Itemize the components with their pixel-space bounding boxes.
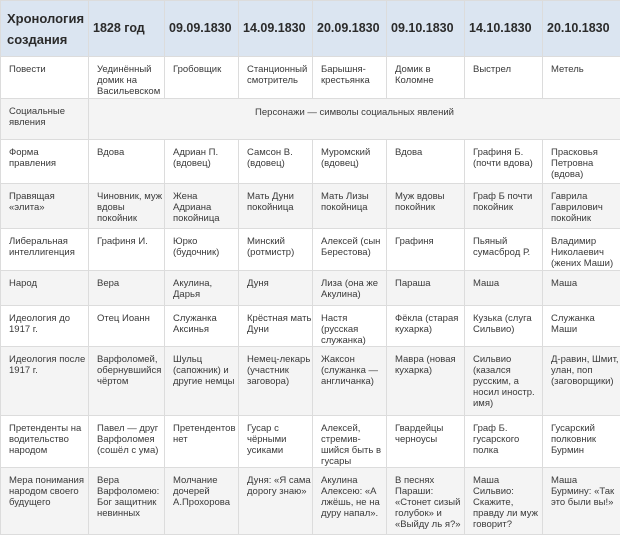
table-cell: Гаврила Гаврилович покойник bbox=[543, 184, 620, 229]
header-cell: 14.10.1830 bbox=[465, 1, 543, 57]
table-cell: Мать Дуни покойница bbox=[239, 184, 313, 229]
table-cell: Акулина, Дарья bbox=[165, 271, 239, 306]
table-cell: Уединённый домик на Васильевском bbox=[89, 57, 165, 99]
table-cell: Д-равин, Шмит, улан, поп (заговорщики) bbox=[543, 347, 620, 416]
table-cell: Чиновник, муж вдовы покойник bbox=[89, 184, 165, 229]
table-cell: Граф Б. гусарского полка bbox=[465, 416, 543, 468]
header-cell: 20.10.1830 bbox=[543, 1, 620, 57]
table-row bbox=[1, 416, 620, 468]
table-cell: Маша bbox=[465, 271, 543, 306]
row-label: Народ bbox=[1, 271, 89, 306]
table-row bbox=[1, 57, 620, 99]
table-cell: Маша Бурмину: «Так это были вы!» bbox=[543, 468, 620, 535]
table-cell: Настя (русская служанка) bbox=[313, 306, 387, 347]
table-cell: Алексей, стремив-шийся быть в гусары bbox=[313, 416, 387, 468]
table-cell: Гробовщик bbox=[165, 57, 239, 99]
table-cell: Претендентов нет bbox=[165, 416, 239, 468]
table-cell: Немец-лекарь (участник заговора) bbox=[239, 347, 313, 416]
table-cell: Самсон В. (вдовец) bbox=[239, 140, 313, 184]
table-cell: Служанка Маши bbox=[543, 306, 620, 347]
header-row bbox=[1, 1, 620, 57]
table-cell: Кузька (слуга Сильвио) bbox=[465, 306, 543, 347]
table-row bbox=[1, 99, 620, 140]
row-label: Идеология после 1917 г. bbox=[1, 347, 89, 416]
table-cell: Прасковья Петровна (вдова) bbox=[543, 140, 620, 184]
table-cell: Пьяный сумасброд Р. bbox=[465, 229, 543, 271]
table-cell: Дуня bbox=[239, 271, 313, 306]
table-cell: Крёстная мать Дуни bbox=[239, 306, 313, 347]
table-cell: Выстрел bbox=[465, 57, 543, 99]
table-cell: Маша Сильвио: Скажите, правду ли муж говорит? bbox=[465, 468, 543, 535]
table-cell: Графиня bbox=[387, 229, 465, 271]
table-cell: Станционный смотритель bbox=[239, 57, 313, 99]
table-cell: Мать Лизы покойница bbox=[313, 184, 387, 229]
table-cell: Алексей (сын Берестова) bbox=[313, 229, 387, 271]
table-cell: Фёкла (старая кухарка) bbox=[387, 306, 465, 347]
table-cell: Акулина Алексею: «А лжёшь, не на дуру напал». bbox=[313, 468, 387, 535]
section-title: Персонажи — символы социальных явлений bbox=[89, 99, 620, 140]
table-cell: Минский (ротмистр) bbox=[239, 229, 313, 271]
row-label: Претенденты на водительство народом bbox=[1, 416, 89, 468]
table-row bbox=[1, 468, 620, 535]
header-cell: 1828 год bbox=[89, 1, 165, 57]
table-row bbox=[1, 184, 620, 229]
table-cell: Жена Адриана покойница bbox=[165, 184, 239, 229]
table-cell: Павел — друг Варфоломея (сошёл с ума) bbox=[89, 416, 165, 468]
table-row bbox=[1, 140, 620, 184]
table-cell: Молчание дочерей А.Прохорова bbox=[165, 468, 239, 535]
table-cell: Лиза (она же Акулина) bbox=[313, 271, 387, 306]
table-cell: Гусар с чёрными усиками bbox=[239, 416, 313, 468]
table-cell: Графиня Б. (почти вдова) bbox=[465, 140, 543, 184]
row-label: Форма правления bbox=[1, 140, 89, 184]
header-cell: 09.09.1830 bbox=[165, 1, 239, 57]
table-cell: Муж вдовы покойник bbox=[387, 184, 465, 229]
row-label: Правящая «элита» bbox=[1, 184, 89, 229]
table-cell: Домик в Коломне bbox=[387, 57, 465, 99]
table-cell: Отец Иоанн bbox=[89, 306, 165, 347]
table-cell: Вдова bbox=[89, 140, 165, 184]
table-row bbox=[1, 229, 620, 271]
table-row bbox=[1, 306, 620, 347]
table-cell: Параша bbox=[387, 271, 465, 306]
table-cell: Метель bbox=[543, 57, 620, 99]
header-cell: Хронология создания bbox=[1, 1, 89, 57]
table-cell: Адриан П. (вдовец) bbox=[165, 140, 239, 184]
table-row bbox=[1, 347, 620, 416]
header-cell: 20.09.1830 bbox=[313, 1, 387, 57]
row-label: Социальные явления bbox=[1, 99, 89, 140]
row-label: Либеральная интеллигенция bbox=[1, 229, 89, 271]
table-cell: Графиня И. bbox=[89, 229, 165, 271]
table-cell: Граф Б почти покойник bbox=[465, 184, 543, 229]
table-cell: Мавра (новая кухарка) bbox=[387, 347, 465, 416]
table-cell: Владимир Николаевич (жених Маши) bbox=[543, 229, 620, 271]
table-cell: Вдова bbox=[387, 140, 465, 184]
header-cell: 14.09.1830 bbox=[239, 1, 313, 57]
header-cell: 09.10.1830 bbox=[387, 1, 465, 57]
table-cell: Барышня-крестьянка bbox=[313, 57, 387, 99]
table-cell: Юрко (будочник) bbox=[165, 229, 239, 271]
table-cell: Шульц (сапожник) и другие немцы bbox=[165, 347, 239, 416]
table-row bbox=[1, 271, 620, 306]
table-cell: Сильвио (казался русским, а носил иностр. имя) bbox=[465, 347, 543, 416]
table-cell: Гвардейцы черноусы bbox=[387, 416, 465, 468]
table-cell: Гусарский полковник Бурмин bbox=[543, 416, 620, 468]
table-cell: Служанка Аксинья bbox=[165, 306, 239, 347]
row-label: Повести bbox=[1, 57, 89, 99]
table-cell: Вера Варфоломею: Бог защитник невинных bbox=[89, 468, 165, 535]
table-cell: Дуня: «Я сама дорогу знаю» bbox=[239, 468, 313, 535]
table-cell: Вера bbox=[89, 271, 165, 306]
row-label: Мера понимания народом своего будущего bbox=[1, 468, 89, 535]
table-cell: Маша bbox=[543, 271, 620, 306]
table-cell: В песнях Параши: «Стонет сизый голубок» и «Выйду ль я?» bbox=[387, 468, 465, 535]
table-cell: Варфоломей, обернувшийся чёртом bbox=[89, 347, 165, 416]
row-label: Идеология до 1917 г. bbox=[1, 306, 89, 347]
table-cell: Жаксон (служанка — англичанка) bbox=[313, 347, 387, 416]
table-cell: Муромский (вдовец) bbox=[313, 140, 387, 184]
